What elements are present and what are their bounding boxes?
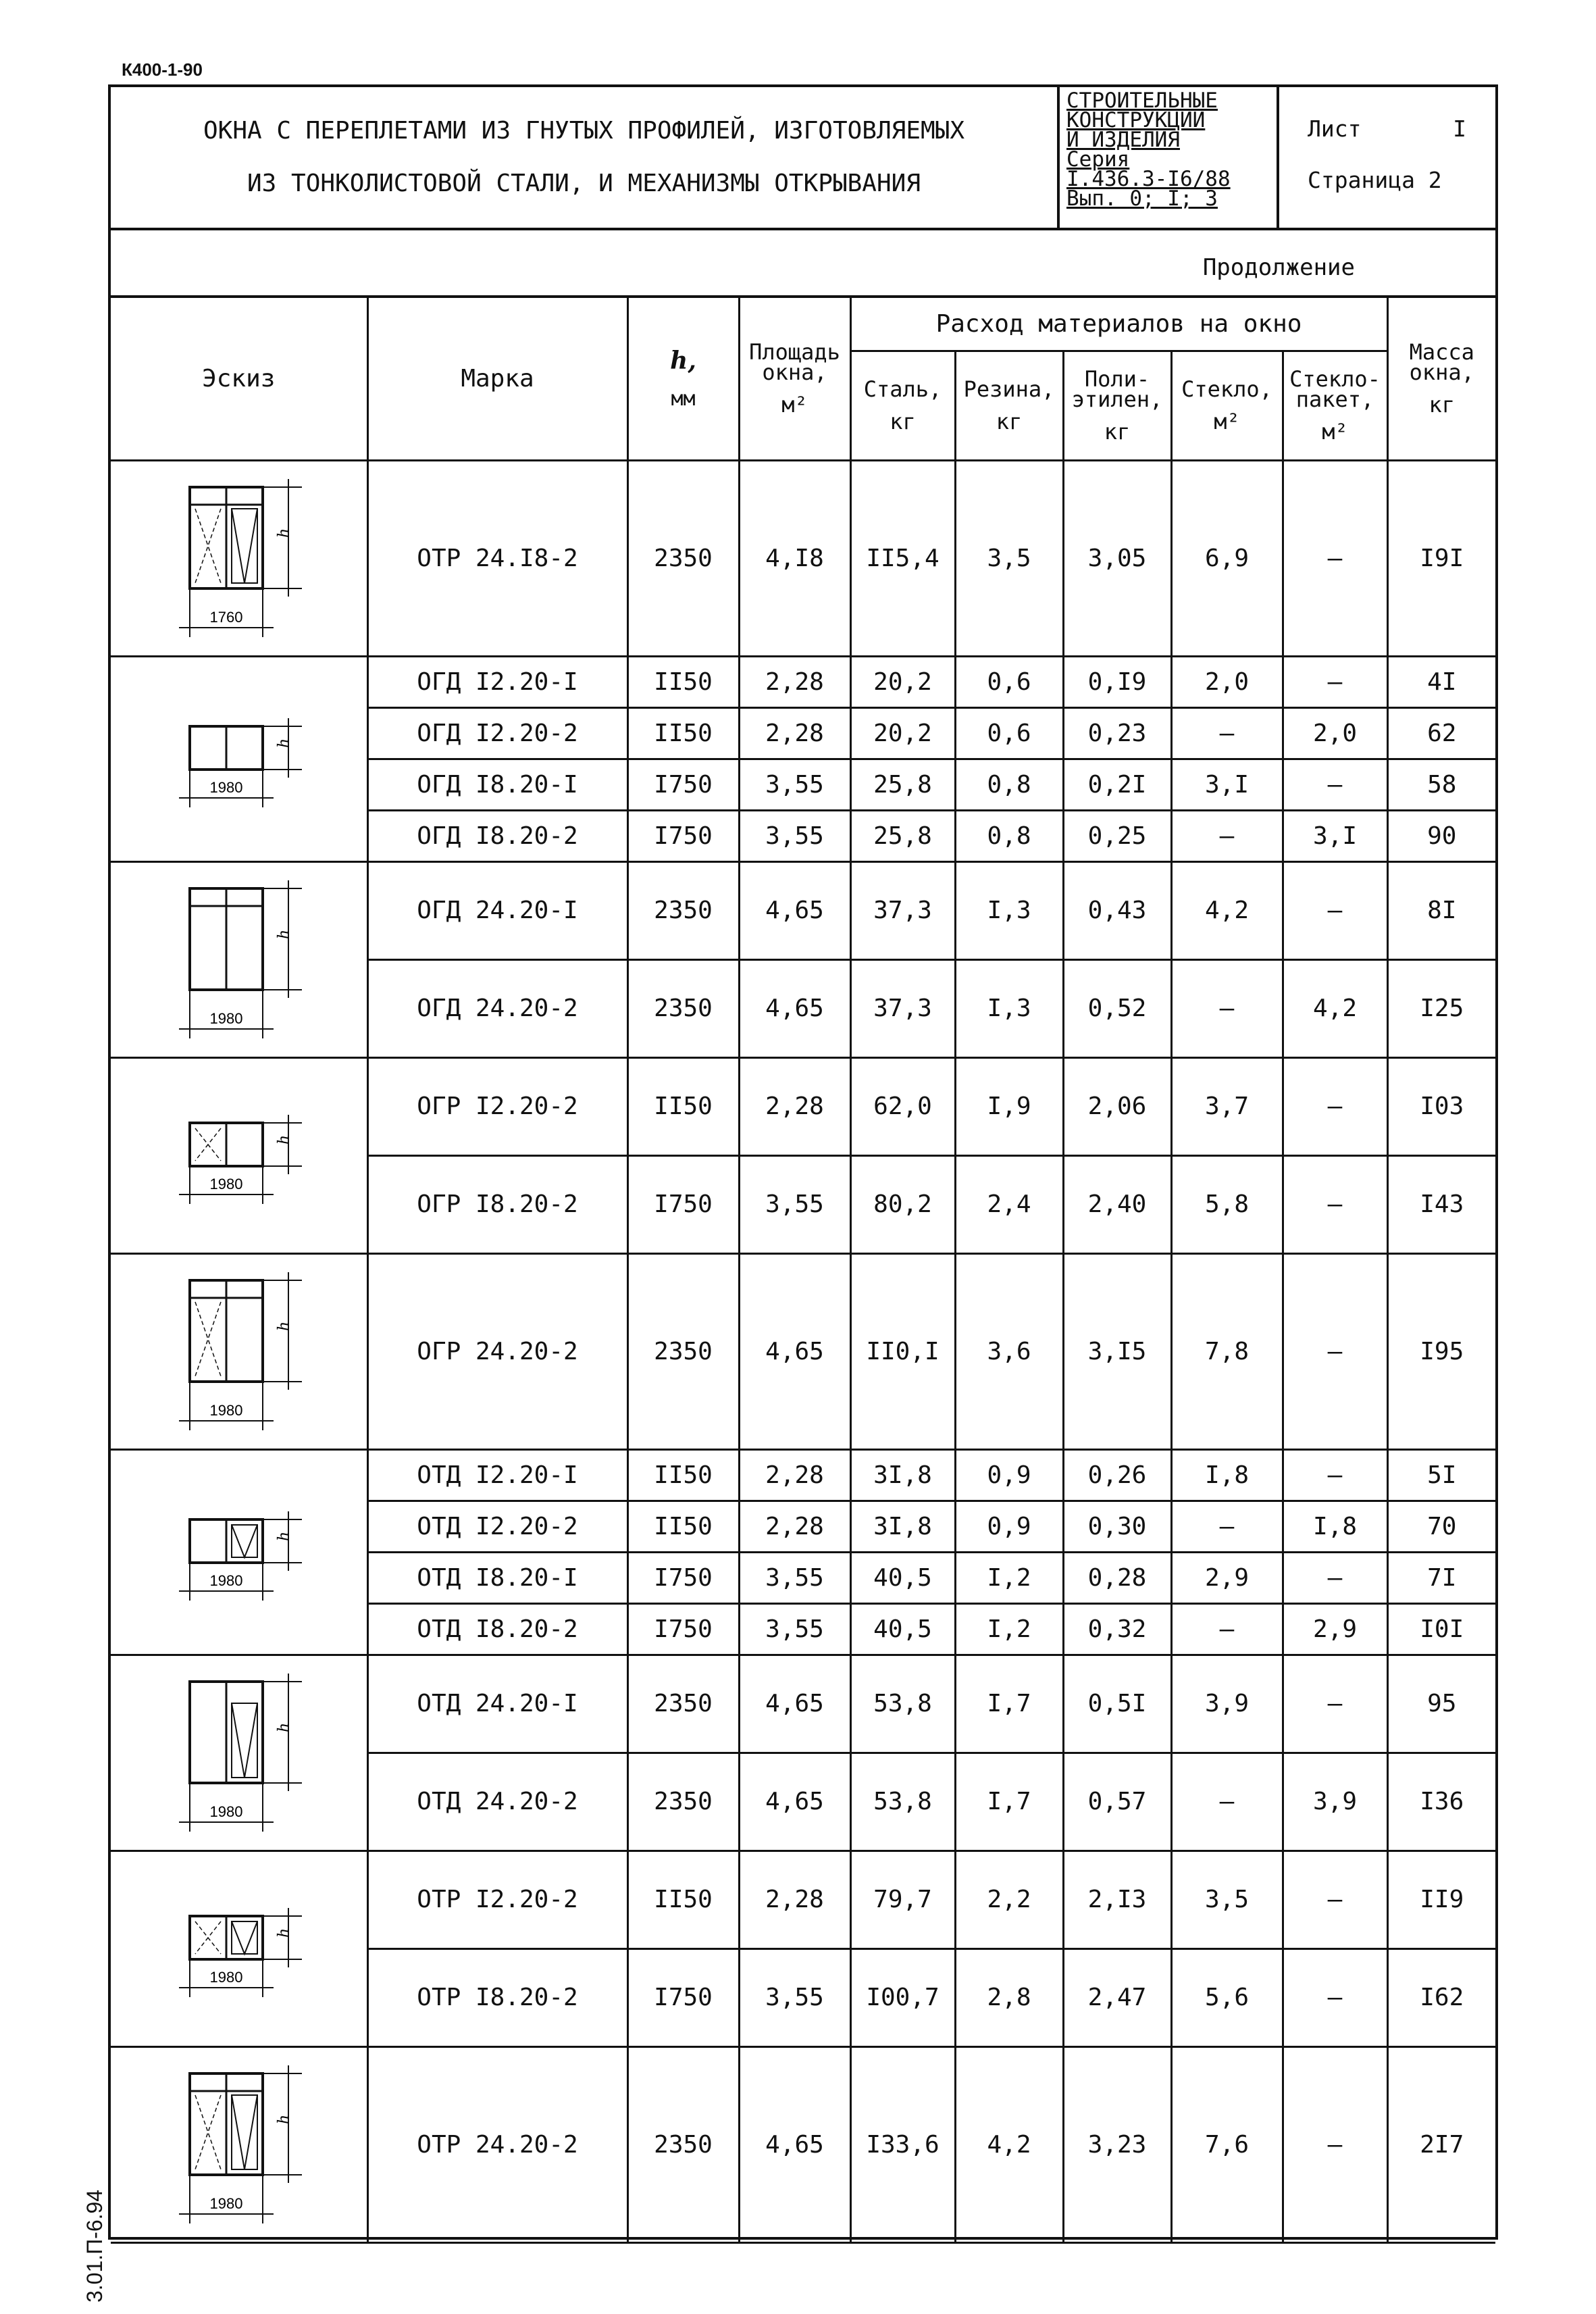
svg-text:h: h — [276, 1134, 293, 1145]
cell-polyethylene: 2,06 — [1063, 1057, 1171, 1155]
cell-h: II50 — [627, 656, 739, 707]
cell-glass: 7,6 — [1171, 2046, 1283, 2242]
cell-rubber: I,9 — [955, 1057, 1063, 1155]
cell-area: 2,28 — [739, 656, 850, 707]
cell-h: 2350 — [627, 1655, 739, 1753]
svg-text:1980: 1980 — [209, 2195, 243, 2212]
col-mark: Марка — [367, 298, 627, 460]
cell-polyethylene: 0,2I — [1063, 759, 1171, 810]
window-sketch-icon — [171, 1267, 306, 1436]
cell-mass: II9 — [1387, 1851, 1495, 1948]
col-glass: Стекло, м² — [1171, 351, 1283, 460]
sketch-cell — [111, 2046, 367, 2242]
cell-glass-unit: – — [1283, 1851, 1387, 1948]
window-sketch-icon — [171, 1668, 306, 1837]
col-glass-unit: Стекло-пакет, м² — [1283, 351, 1387, 460]
cell-h: I750 — [627, 810, 739, 861]
cell-rubber: 0,6 — [955, 656, 1063, 707]
cell-h: 2350 — [627, 1753, 739, 1851]
window-sketch-icon — [171, 474, 306, 643]
cell-polyethylene: 0,43 — [1063, 861, 1171, 959]
sketch-cell — [111, 1253, 367, 1449]
cell-glass: – — [1171, 959, 1283, 1057]
svg-text:h: h — [276, 738, 293, 748]
cell-mass: I25 — [1387, 959, 1495, 1057]
cell-glass-unit: – — [1283, 2046, 1387, 2242]
cell-glass-unit: – — [1283, 656, 1387, 707]
cell-glass-unit: 3,I — [1283, 810, 1387, 861]
cell-polyethylene: 3,23 — [1063, 2046, 1171, 2242]
cell-area: 3,55 — [739, 1155, 850, 1253]
series-line: Вып. 0; I; 3 — [1066, 186, 1218, 211]
cell-rubber: 0,9 — [955, 1449, 1063, 1501]
cell-mass: I9I — [1387, 460, 1495, 656]
cell-area: 2,28 — [739, 1851, 850, 1948]
cell-mark: ОТД I2.20-2 — [367, 1501, 627, 1552]
cell-steel: 20,2 — [850, 656, 955, 707]
svg-text:h: h — [276, 2114, 293, 2124]
cell-steel: 37,3 — [850, 959, 955, 1057]
table-row — [111, 460, 1495, 656]
cell-steel: 62,0 — [850, 1057, 955, 1155]
cell-area: 3,55 — [739, 1948, 850, 2046]
window-sketch-icon — [171, 705, 306, 813]
drawing-sheet — [108, 84, 1498, 2240]
cell-rubber: I,2 — [955, 1603, 1063, 1655]
col-polyethylene: Поли-этилен, кг — [1063, 351, 1171, 460]
cell-glass: – — [1171, 1603, 1283, 1655]
cell-h: I750 — [627, 1552, 739, 1603]
cell-area: 2,28 — [739, 1449, 850, 1501]
cell-area: 4,65 — [739, 1655, 850, 1753]
cell-area: 3,55 — [739, 1552, 850, 1603]
cell-mark: ОГД 24.20-2 — [367, 959, 627, 1057]
cell-h: 2350 — [627, 2046, 739, 2242]
cell-mass: I62 — [1387, 1948, 1495, 2046]
svg-text:1980: 1980 — [209, 1010, 243, 1027]
cell-glass-unit: – — [1283, 1057, 1387, 1155]
cell-h: 2350 — [627, 861, 739, 959]
document-title — [111, 87, 1060, 228]
window-sketch-icon — [171, 1101, 306, 1209]
cell-steel: 25,8 — [850, 759, 955, 810]
cell-mass: 95 — [1387, 1655, 1495, 1753]
cell-glass-unit: 2,9 — [1283, 1603, 1387, 1655]
cell-steel: 40,5 — [850, 1552, 955, 1603]
cell-polyethylene: 0,I9 — [1063, 656, 1171, 707]
sketch-cell — [111, 460, 367, 656]
cell-area: 2,28 — [739, 707, 850, 759]
cell-mark: ОТД I8.20-2 — [367, 1603, 627, 1655]
cell-h: II50 — [627, 1057, 739, 1155]
cell-glass: – — [1171, 707, 1283, 759]
cell-glass: 3,5 — [1171, 1851, 1283, 1948]
table-row — [111, 656, 1495, 707]
svg-text:1980: 1980 — [209, 1572, 243, 1589]
cell-mass: 5I — [1387, 1449, 1495, 1501]
sheet-number: I — [1453, 116, 1466, 142]
cell-steel: I00,7 — [850, 1948, 955, 2046]
cell-steel: 3I,8 — [850, 1501, 955, 1552]
svg-text:h: h — [276, 1722, 293, 1732]
cell-polyethylene: 2,40 — [1063, 1155, 1171, 1253]
cell-steel: 37,3 — [850, 861, 955, 959]
col-mass: Масса окна, кг — [1387, 298, 1495, 460]
cell-steel: II0,I — [850, 1253, 955, 1449]
cell-glass: 7,8 — [1171, 1253, 1283, 1449]
window-sketch-icon — [171, 1894, 306, 2003]
cell-polyethylene: 0,26 — [1063, 1449, 1171, 1501]
cell-polyethylene: 3,05 — [1063, 460, 1171, 656]
col-area: Площадь окна, м² — [739, 298, 850, 460]
cell-glass-unit: – — [1283, 1253, 1387, 1449]
svg-text:1980: 1980 — [209, 1402, 243, 1419]
cell-steel: I33,6 — [850, 2046, 955, 2242]
cell-mass: 7I — [1387, 1552, 1495, 1603]
cell-mark: ОТР I8.20-2 — [367, 1948, 627, 2046]
cell-polyethylene: 0,30 — [1063, 1501, 1171, 1552]
col-sketch: Эскиз — [111, 298, 367, 460]
cell-h: I750 — [627, 1603, 739, 1655]
cell-glass-unit: – — [1283, 861, 1387, 959]
cell-mark: ОТР 24.20-2 — [367, 2046, 627, 2242]
cell-mark: ОТД I8.20-I — [367, 1552, 627, 1603]
title-block — [111, 87, 1495, 230]
cell-mark: ОГР I8.20-2 — [367, 1155, 627, 1253]
cell-glass-unit: – — [1283, 460, 1387, 656]
cell-rubber: 3,6 — [955, 1253, 1063, 1449]
cell-glass: – — [1171, 1501, 1283, 1552]
cell-area: 4,65 — [739, 861, 850, 959]
cell-mark: ОГД 24.20-I — [367, 861, 627, 959]
cell-mark: ОГД I8.20-I — [367, 759, 627, 810]
cell-mass: 4I — [1387, 656, 1495, 707]
cell-area: 4,65 — [739, 1753, 850, 1851]
sketch-cell — [111, 1057, 367, 1253]
continuation-row — [111, 230, 1495, 298]
table-row — [111, 1851, 1495, 1948]
cell-mark: ОТД I2.20-I — [367, 1449, 627, 1501]
cell-glass-unit: I,8 — [1283, 1501, 1387, 1552]
cell-polyethylene: 0,25 — [1063, 810, 1171, 861]
cell-glass: 2,0 — [1171, 656, 1283, 707]
cell-mass: 58 — [1387, 759, 1495, 810]
cell-glass: 6,9 — [1171, 460, 1283, 656]
cell-mass: I95 — [1387, 1253, 1495, 1449]
svg-text:h: h — [276, 1531, 293, 1541]
cell-glass-unit: – — [1283, 1948, 1387, 2046]
cell-mark: ОГР 24.20-2 — [367, 1253, 627, 1449]
side-document-code: 3.01.П-6.94 — [82, 2189, 107, 2303]
cell-mass: I03 — [1387, 1057, 1495, 1155]
cell-rubber: 2,4 — [955, 1155, 1063, 1253]
cell-mass: 2I7 — [1387, 2046, 1495, 2242]
cell-mass: 8I — [1387, 861, 1495, 959]
window-sketch-icon — [171, 2060, 306, 2229]
cell-polyethylene: 2,I3 — [1063, 1851, 1171, 1948]
cell-glass: 3,7 — [1171, 1057, 1283, 1155]
svg-text:1760: 1760 — [209, 609, 243, 626]
svg-text:1980: 1980 — [209, 779, 243, 796]
cell-glass-unit: – — [1283, 759, 1387, 810]
svg-text:1980: 1980 — [209, 1176, 243, 1192]
cell-rubber: I,3 — [955, 861, 1063, 959]
cell-mark: ОГД I8.20-2 — [367, 810, 627, 861]
cell-rubber: 4,2 — [955, 2046, 1063, 2242]
cell-area: 3,55 — [739, 1603, 850, 1655]
cell-mass: 70 — [1387, 1501, 1495, 1552]
materials-table — [111, 298, 1495, 2244]
cell-polyethylene: 0,52 — [1063, 959, 1171, 1057]
cell-h: II50 — [627, 1501, 739, 1552]
cell-glass: I,8 — [1171, 1449, 1283, 1501]
cell-area: 4,I8 — [739, 460, 850, 656]
cell-glass: 4,2 — [1171, 861, 1283, 959]
series-line: КОНСТРУКЦИИ — [1066, 108, 1206, 132]
cell-glass: 3,I — [1171, 759, 1283, 810]
cell-rubber: 0,6 — [955, 707, 1063, 759]
col-rubber: Резина, кг — [955, 351, 1063, 460]
cell-rubber: 2,8 — [955, 1948, 1063, 2046]
cell-glass-unit: 4,2 — [1283, 959, 1387, 1057]
cell-h: I750 — [627, 759, 739, 810]
cell-mass: I43 — [1387, 1155, 1495, 1253]
cell-mass: I36 — [1387, 1753, 1495, 1851]
cell-steel: 53,8 — [850, 1753, 955, 1851]
cell-glass: 3,9 — [1171, 1655, 1283, 1753]
cell-glass: – — [1171, 810, 1283, 861]
cell-polyethylene: 2,47 — [1063, 1948, 1171, 2046]
col-h: h, мм — [627, 298, 739, 460]
sketch-cell — [111, 1851, 367, 2046]
svg-text:h: h — [276, 528, 293, 538]
cell-steel: 3I,8 — [850, 1449, 955, 1501]
svg-text:h: h — [276, 1321, 293, 1331]
cell-glass: 5,8 — [1171, 1155, 1283, 1253]
title-line-1: ОКНА С ПЕРЕПЛЕТАМИ ИЗ ГНУТЫХ ПРОФИЛЕЙ, ИЗГОТОВЛЯЕМЫХ — [203, 117, 965, 145]
svg-text:1980: 1980 — [209, 1803, 243, 1820]
cell-rubber: 3,5 — [955, 460, 1063, 656]
series-line: I.436.3-I6/88 — [1066, 167, 1231, 191]
svg-text:h: h — [276, 929, 293, 939]
series-line: И ИЗДЕЛИЯ — [1066, 128, 1180, 152]
table-row — [111, 861, 1495, 959]
sheet-label: Лист — [1308, 116, 1362, 142]
window-sketch-icon — [171, 875, 306, 1044]
cell-glass: – — [1171, 1753, 1283, 1851]
cell-area: 4,65 — [739, 2046, 850, 2242]
cell-glass-unit: – — [1283, 1552, 1387, 1603]
cell-area: 4,65 — [739, 959, 850, 1057]
cell-mark: ОГР I2.20-2 — [367, 1057, 627, 1155]
cell-h: II50 — [627, 707, 739, 759]
cell-area: 3,55 — [739, 759, 850, 810]
cell-rubber: 2,2 — [955, 1851, 1063, 1948]
cell-mark: ОТД 24.20-I — [367, 1655, 627, 1753]
cell-mark: ОТД 24.20-2 — [367, 1753, 627, 1851]
cell-steel: 20,2 — [850, 707, 955, 759]
cell-polyethylene: 0,28 — [1063, 1552, 1171, 1603]
cell-h: II50 — [627, 1851, 739, 1948]
series-line: СТРОИТЕЛЬНЫЕ — [1066, 89, 1218, 113]
col-steel: Сталь, кг — [850, 351, 955, 460]
cell-h: 2350 — [627, 460, 739, 656]
table-row — [111, 1057, 1495, 1155]
page-label: Страница 2 — [1308, 167, 1442, 193]
cell-area: 2,28 — [739, 1057, 850, 1155]
document-code: К400-1-90 — [122, 59, 203, 80]
svg-text:h: h — [276, 1928, 293, 1938]
cell-steel: 79,7 — [850, 1851, 955, 1948]
cell-rubber: I,7 — [955, 1753, 1063, 1851]
sketch-cell — [111, 1449, 367, 1655]
table-row — [111, 1449, 1495, 1501]
cell-rubber: 0,9 — [955, 1501, 1063, 1552]
sheet-block — [1279, 87, 1495, 228]
cell-steel: 53,8 — [850, 1655, 955, 1753]
cell-mass: 90 — [1387, 810, 1495, 861]
cell-polyethylene: 0,32 — [1063, 1603, 1171, 1655]
cell-steel: 25,8 — [850, 810, 955, 861]
cell-mass: I0I — [1387, 1603, 1495, 1655]
cell-mark: ОГД I2.20-2 — [367, 707, 627, 759]
title-line-2: ИЗ ТОНКОЛИСТОВОЙ СТАЛИ, И МЕХАНИЗМЫ ОТКРЫВАНИЯ — [247, 170, 921, 197]
cell-glass-unit: 3,9 — [1283, 1753, 1387, 1851]
table-row — [111, 1655, 1495, 1753]
cell-h: I750 — [627, 1948, 739, 2046]
cell-rubber: I,7 — [955, 1655, 1063, 1753]
cell-glass-unit: – — [1283, 1449, 1387, 1501]
sketch-cell — [111, 1655, 367, 1851]
cell-glass: 2,9 — [1171, 1552, 1283, 1603]
cell-rubber: I,3 — [955, 959, 1063, 1057]
cell-area: 4,65 — [739, 1253, 850, 1449]
sketch-cell — [111, 861, 367, 1057]
cell-steel: II5,4 — [850, 460, 955, 656]
cell-h: II50 — [627, 1449, 739, 1501]
cell-steel: 80,2 — [850, 1155, 955, 1253]
cell-h: 2350 — [627, 1253, 739, 1449]
cell-rubber: I,2 — [955, 1552, 1063, 1603]
cell-mark: ОТР 24.I8-2 — [367, 460, 627, 656]
cell-glass-unit: – — [1283, 1655, 1387, 1753]
cell-polyethylene: 3,I5 — [1063, 1253, 1171, 1449]
cell-h: 2350 — [627, 959, 739, 1057]
cell-glass: 5,6 — [1171, 1948, 1283, 2046]
cell-mass: 62 — [1387, 707, 1495, 759]
cell-mark: ОГД I2.20-I — [367, 656, 627, 707]
cell-glass-unit: 2,0 — [1283, 707, 1387, 759]
cell-polyethylene: 0,23 — [1063, 707, 1171, 759]
cell-area: 3,55 — [739, 810, 850, 861]
cell-steel: 40,5 — [850, 1603, 955, 1655]
cell-area: 2,28 — [739, 1501, 850, 1552]
cell-h: I750 — [627, 1155, 739, 1253]
cell-glass-unit: – — [1283, 1155, 1387, 1253]
series-block — [1060, 87, 1279, 228]
table-row — [111, 2046, 1495, 2242]
table-header — [111, 298, 1495, 460]
cell-mark: ОТР I2.20-2 — [367, 1851, 627, 1948]
svg-text:1980: 1980 — [209, 1969, 243, 1986]
table-body — [111, 460, 1495, 2242]
cell-polyethylene: 0,5I — [1063, 1655, 1171, 1753]
cell-polyethylene: 0,57 — [1063, 1753, 1171, 1851]
continuation-label: Продолжение — [1202, 254, 1355, 281]
cell-rubber: 0,8 — [955, 810, 1063, 861]
sketch-cell — [111, 656, 367, 861]
cell-rubber: 0,8 — [955, 759, 1063, 810]
series-line: Серия — [1066, 147, 1130, 172]
window-sketch-icon — [171, 1498, 306, 1606]
col-materials-group: Расход материалов на окно — [850, 298, 1387, 351]
table-row — [111, 1253, 1495, 1449]
